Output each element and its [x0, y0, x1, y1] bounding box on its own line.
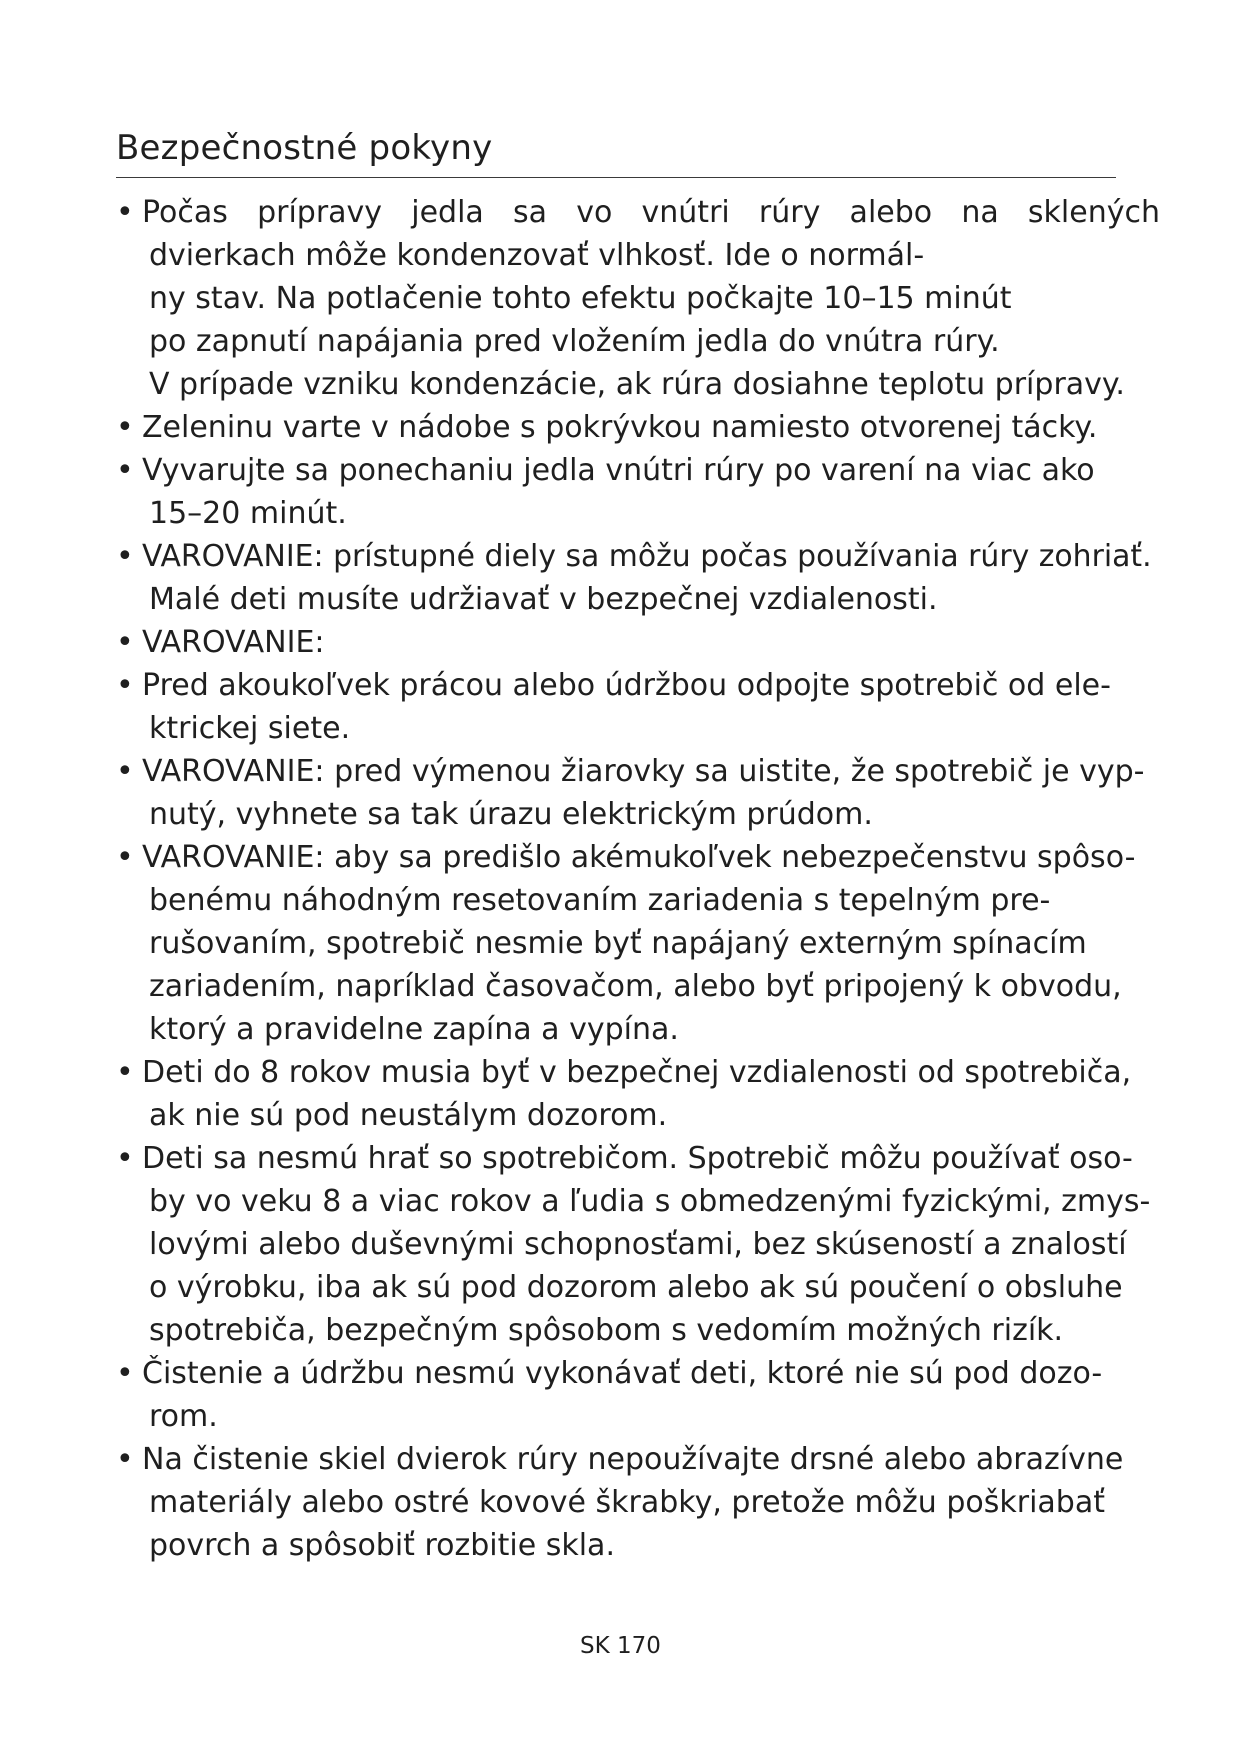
bullet-icon: •	[116, 625, 134, 660]
bullet-icon: •	[116, 410, 134, 445]
text-line: Deti do 8 rokov musia byť v bezpečnej vzdialenosti od spotrebiča,	[142, 1055, 1132, 1090]
text-line: spotrebiča, bezpečným spôsobom s vedomím možných rizík.	[149, 1313, 1064, 1348]
text-line: 15–20 minút.	[149, 496, 347, 531]
title-underline	[116, 177, 1116, 178]
bullet-icon: •	[116, 1055, 134, 1090]
text-line: VAROVANIE: pred výmenou žiarovky sa uistite, že spotrebič je vyp-	[142, 754, 1145, 789]
page-title: Bezpečnostné pokyny	[116, 128, 493, 168]
text-line: povrch a spôsobiť rozbitie skla.	[149, 1528, 615, 1563]
text-line: po zapnutí napájania pred vložením jedla do vnútra rúry.	[149, 324, 1000, 359]
text-line: ny stav. Na potlačenie tohto efektu počkajte 10–15 minút	[149, 281, 1012, 316]
bullet-icon: •	[116, 195, 134, 230]
list-item	[116, 1137, 1160, 1352]
list-item	[116, 449, 1160, 535]
bullet-icon: •	[116, 453, 134, 488]
text-line: Počas prípravy jedla sa vo vnútri rúry alebo na sklených	[142, 195, 1160, 230]
list-item	[116, 1051, 1160, 1137]
bullet-icon: •	[116, 1442, 134, 1477]
text-line: V prípade vzniku kondenzácie, ak rúra dosiahne teplotu prípravy.	[149, 367, 1125, 402]
list-item	[116, 836, 1160, 1051]
text-line: VAROVANIE:	[142, 625, 325, 660]
bullet-icon: •	[116, 1356, 134, 1391]
list-item	[116, 750, 1160, 836]
text-line: materiály alebo ostré kovové škrabky, pretože môžu poškriabať	[149, 1485, 1105, 1520]
text-line: Malé deti musíte udržiavať v bezpečnej vzdialenosti.	[149, 582, 938, 617]
bullet-icon: •	[116, 754, 134, 789]
bullet-icon: •	[116, 539, 134, 574]
list-item	[116, 406, 1160, 449]
list-item	[116, 191, 1160, 406]
text-line: rušovaním, spotrebič nesmie byť napájaný externým spínacím	[149, 926, 1087, 961]
page-number: SK 170	[580, 1633, 661, 1659]
text-line: by vo veku 8 a viac rokov a ľudia s obmedzenými fyzickými, zmys-	[149, 1184, 1151, 1219]
list-item	[116, 535, 1160, 621]
text-line: Na čistenie skiel dvierok rúry nepoužívajte drsné alebo abrazívne	[142, 1442, 1124, 1477]
text-line: Zeleninu varte v nádobe s pokrývkou namiesto otvorenej tácky.	[142, 410, 1098, 445]
text-line: o výrobku, iba ak sú pod dozorom alebo ak sú poučení o obsluhe	[149, 1270, 1123, 1305]
list-item	[116, 621, 1160, 664]
list-item	[116, 1438, 1160, 1567]
text-line: ktorý a pravidelne zapína a vypína.	[149, 1012, 679, 1047]
text-line: ktrickej siete.	[149, 711, 351, 746]
list-item	[116, 664, 1160, 750]
text-line: lovými alebo duševnými schopnosťami, bez skúseností a znalostí	[149, 1227, 1127, 1262]
text-line: benému náhodným resetovaním zariadenia s tepelným pre-	[149, 883, 1051, 918]
safety-instructions-list	[116, 191, 1160, 1567]
text-line: rom.	[149, 1399, 218, 1434]
text-line: VAROVANIE: prístupné diely sa môžu počas používania rúry zohriať.	[142, 539, 1152, 574]
bullet-icon: •	[116, 1141, 134, 1176]
bullet-icon: •	[116, 840, 134, 875]
text-line: dvierkach môže kondenzovať vlhkosť. Ide o normál-	[149, 238, 925, 273]
bullet-icon: •	[116, 668, 134, 703]
text-line: zariadením, napríklad časovačom, alebo byť pripojený k obvodu,	[149, 969, 1122, 1004]
text-line: Vyvarujte sa ponechaniu jedla vnútri rúry po varení na viac ako	[142, 453, 1095, 488]
text-line: Pred akoukoľvek prácou alebo údržbou odpojte spotrebič od ele-	[142, 668, 1111, 703]
text-line: ak nie sú pod neustálym dozorom.	[149, 1098, 668, 1133]
text-line: Deti sa nesmú hrať so spotrebičom. Spotrebič môžu používať oso-	[142, 1141, 1133, 1176]
text-line: nutý, vyhnete sa tak úrazu elektrickým prúdom.	[149, 797, 873, 832]
text-line: VAROVANIE: aby sa predišlo akémukoľvek nebezpečenstvu spôso-	[142, 840, 1136, 875]
list-item	[116, 1352, 1160, 1438]
text-line: Čistenie a údržbu nesmú vykonávať deti, ktoré nie sú pod dozo-	[142, 1356, 1103, 1391]
